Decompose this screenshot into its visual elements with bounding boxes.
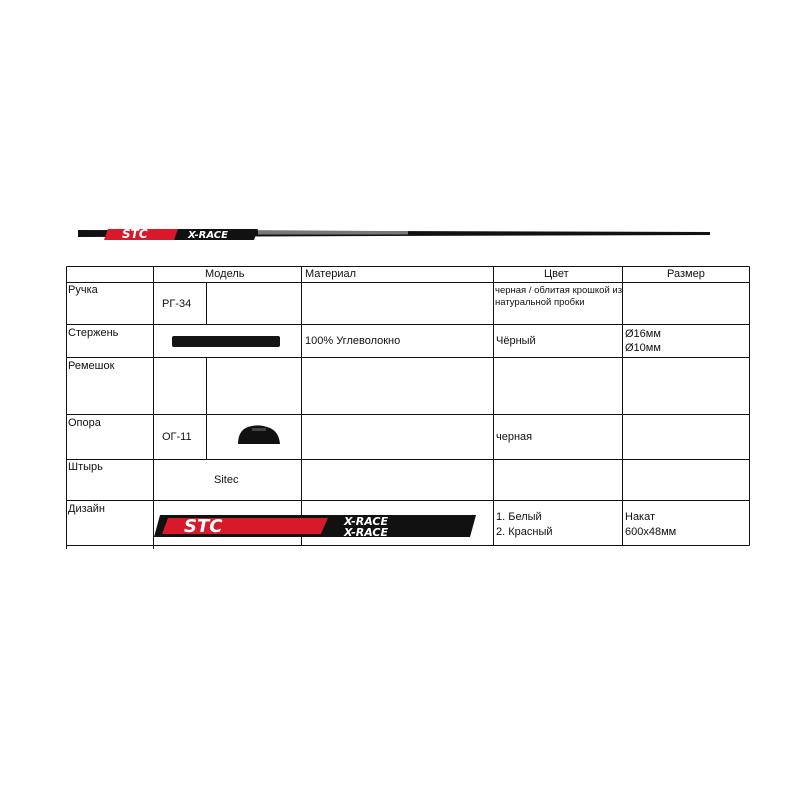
banner-model-text-1: X-RACE: [344, 515, 388, 528]
shaft-size-1: Ø16мм: [625, 328, 661, 340]
shaft-color: Чёрный: [496, 335, 536, 347]
banner-brand-text: STC: [184, 516, 223, 537]
basket-model: ОГ-11: [162, 431, 192, 443]
pole-model-text: X-RACE: [188, 230, 228, 241]
ski-pole-image: [78, 218, 710, 248]
handle-model: РГ-34: [162, 298, 192, 310]
row-name-shaft: Стержень: [68, 327, 119, 339]
design-banner-image: [154, 515, 476, 539]
rod-image: [172, 336, 280, 347]
handle-color: черная / облитая крошкой из натуральной пробки: [495, 285, 623, 308]
tip-model: Sitec: [214, 474, 239, 486]
header-color: Цвет: [544, 268, 569, 280]
shaft-material: 100% Углеволокно: [305, 335, 401, 347]
pole-brand-text: STC: [122, 227, 148, 241]
header-model: Модель: [205, 268, 245, 280]
row-name-tip: Штырь: [68, 461, 103, 473]
banner-model-text-2: X-RACE: [344, 526, 388, 539]
row-name-strap: Ремешок: [68, 360, 115, 372]
header-material: Материал: [305, 268, 356, 280]
design-size-2: 600x48мм: [625, 526, 677, 538]
row-name-design: Дизайн: [68, 503, 105, 515]
basket-image: [238, 425, 280, 444]
header-size: Размер: [667, 268, 705, 280]
row-name-basket: Опора: [68, 417, 101, 429]
basket-color: черная: [496, 431, 533, 443]
shaft-size-2: Ø10мм: [625, 342, 661, 354]
row-name-handle: Ручка: [68, 284, 98, 296]
design-size-1: Накат: [625, 511, 656, 523]
design-color-1: 1. Белый: [496, 511, 542, 523]
design-color-2: 2. Красный: [496, 526, 553, 538]
